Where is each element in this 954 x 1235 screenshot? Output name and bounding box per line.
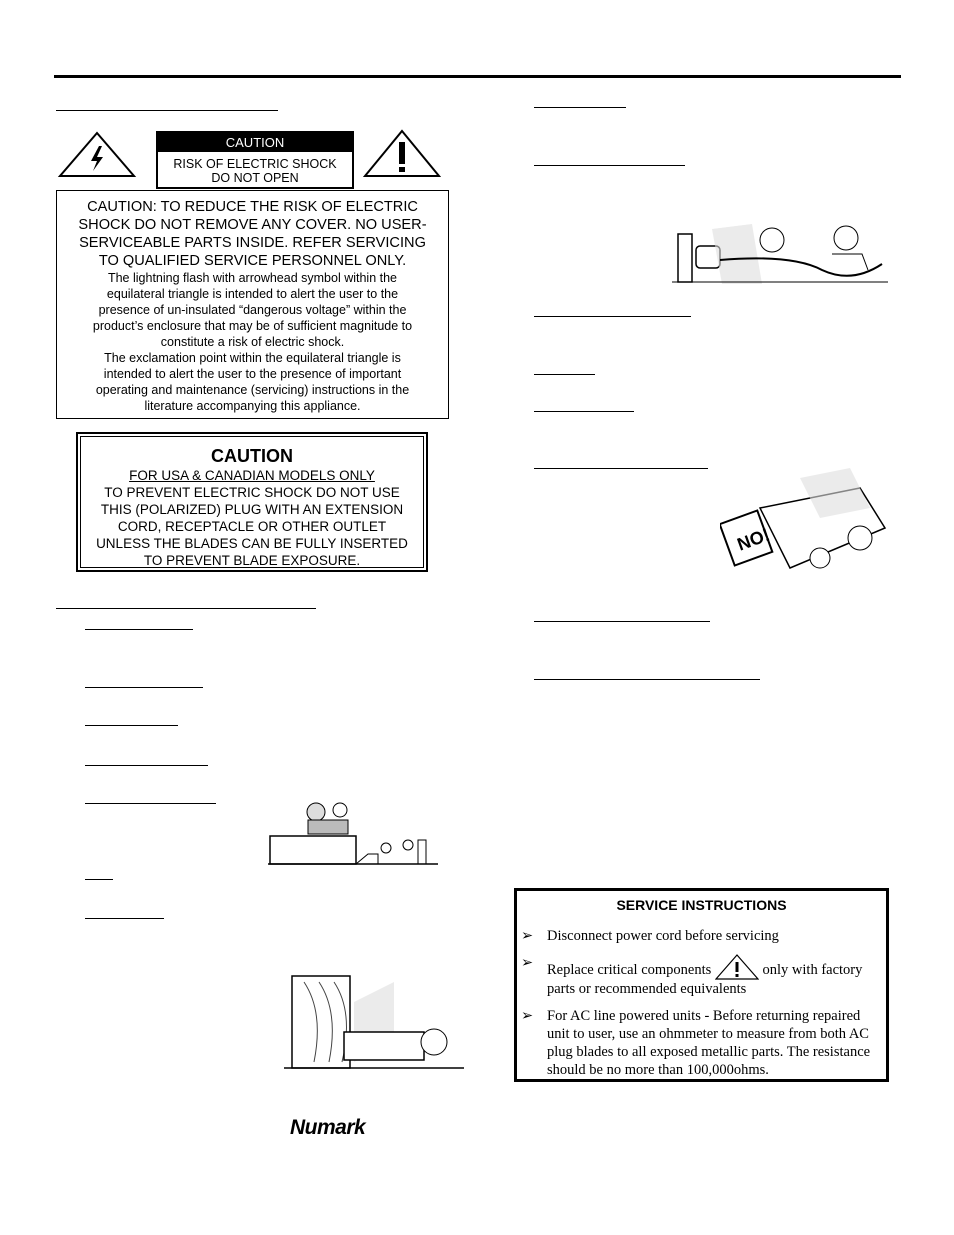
lightning-triangle-icon (57, 130, 137, 178)
item-underline (85, 725, 178, 726)
item-underline (534, 107, 626, 108)
item-underline (534, 316, 691, 317)
warning-line-1: CAUTION: TO REDUCE THE RISK OF ELECTRIC (87, 199, 418, 215)
top-rule (54, 75, 901, 78)
arrow-bullet-icon: ➢ (521, 955, 534, 971)
caution-line: THIS (POLARIZED) PLUG WITH AN EXTENSION (100, 502, 404, 517)
service-item (517, 954, 886, 998)
exclamation-triangle-icon (362, 128, 442, 178)
service-item-text: Disconnect power cord before servicing (547, 928, 779, 944)
caution-label (156, 131, 354, 189)
exclamation-explanation-line: literature accompanying this appliance. (144, 399, 361, 413)
lightning-explanation-line: product’s enclosure that may be of sufficient magnitude to (92, 319, 413, 333)
item-underline (85, 918, 164, 919)
section-heading-underline (56, 608, 316, 609)
exclamation-explanation-line: operating and maintenance (servicing) instructions in the (95, 383, 410, 397)
item-underline (534, 468, 708, 469)
caution-line: UNLESS THE BLADES CAN BE FULLY INSERTED (96, 536, 408, 551)
exclamation-explanation-line: intended to alert the user to the presence of important (103, 367, 402, 381)
warning-line-2: SHOCK DO NOT REMOVE ANY COVER. NO USER- (78, 217, 427, 233)
electric-shock-warning-box (56, 190, 449, 419)
caution-line: TO PREVENT ELECTRIC SHOCK DO NOT USE (104, 485, 400, 500)
moisture-illustration-icon (268, 798, 438, 868)
warning-line-4: TO QUALIFIED SERVICE PERSONNEL ONLY. (98, 253, 407, 269)
item-underline (534, 374, 595, 375)
svg-text:NO!: NO! (734, 524, 773, 555)
lightning-explanation-line: presence of un-insulated “dangerous voltage” within the (98, 303, 407, 317)
exclamation-explanation-line: The exclamation point within the equilateral triangle is (104, 351, 401, 365)
item-underline (534, 411, 634, 412)
lightning-explanation-line: equilateral triangle is intended to alert the user to the (106, 287, 399, 301)
service-item-text: For AC line powered units - Before returning repaired unit to user, use an ohmmeter to measure from both AC plug blades to all exposed metallic parts. The resistance should be no more than 100,000ohms. (547, 1008, 871, 1078)
caution-line: TO PREVENT BLADE EXPOSURE. (143, 553, 361, 568)
item-underline (85, 629, 193, 630)
service-item (517, 927, 886, 945)
service-list (517, 927, 886, 1079)
arrow-bullet-icon: ➢ (521, 928, 534, 944)
caution-label-line1: RISK OF ELECTRIC SHOCK (173, 157, 337, 171)
arrow-bullet-icon: ➢ (521, 1008, 534, 1024)
ventilation-illustration-icon (284, 972, 464, 1072)
heading-underline (56, 110, 278, 111)
caution-title: CAUTION (211, 446, 293, 466)
item-underline (85, 687, 203, 688)
item-underline (534, 621, 710, 622)
service-item-text: only with factory (762, 962, 863, 978)
lightning-explanation-line: The lightning flash with arrowhead symbol within the (107, 271, 398, 285)
item-underline (85, 879, 113, 880)
lightning-explanation-line: constitute a risk of electric shock. (160, 335, 345, 349)
caution-triangle-icon (715, 954, 759, 980)
service-title: SERVICE INSTRUCTIONS (616, 897, 787, 913)
caution-label-header: CAUTION (158, 133, 352, 152)
service-instructions-box (514, 888, 889, 1082)
service-item-text: Replace critical components (547, 962, 712, 978)
warning-line-3: SERVICEABLE PARTS INSIDE. REFER SERVICING (79, 235, 426, 251)
caution-label-line2: DO NOT OPEN (211, 171, 299, 185)
numark-logo: Numark (290, 1116, 366, 1139)
caution-line: CORD, RECEPTACLE OR OTHER OUTLET (117, 519, 387, 534)
caution-subtitle: FOR USA & CANADIAN MODELS ONLY (129, 468, 375, 483)
item-underline (534, 165, 685, 166)
polarized-plug-caution-box (76, 432, 428, 572)
item-underline (85, 765, 208, 766)
item-underline (534, 679, 760, 680)
service-item-text: parts or recommended equivalents (547, 981, 747, 997)
do-not-open-illustration-icon (720, 468, 890, 588)
service-item (517, 1007, 886, 1079)
item-underline (85, 803, 216, 804)
power-cord-illustration-icon (672, 224, 888, 286)
